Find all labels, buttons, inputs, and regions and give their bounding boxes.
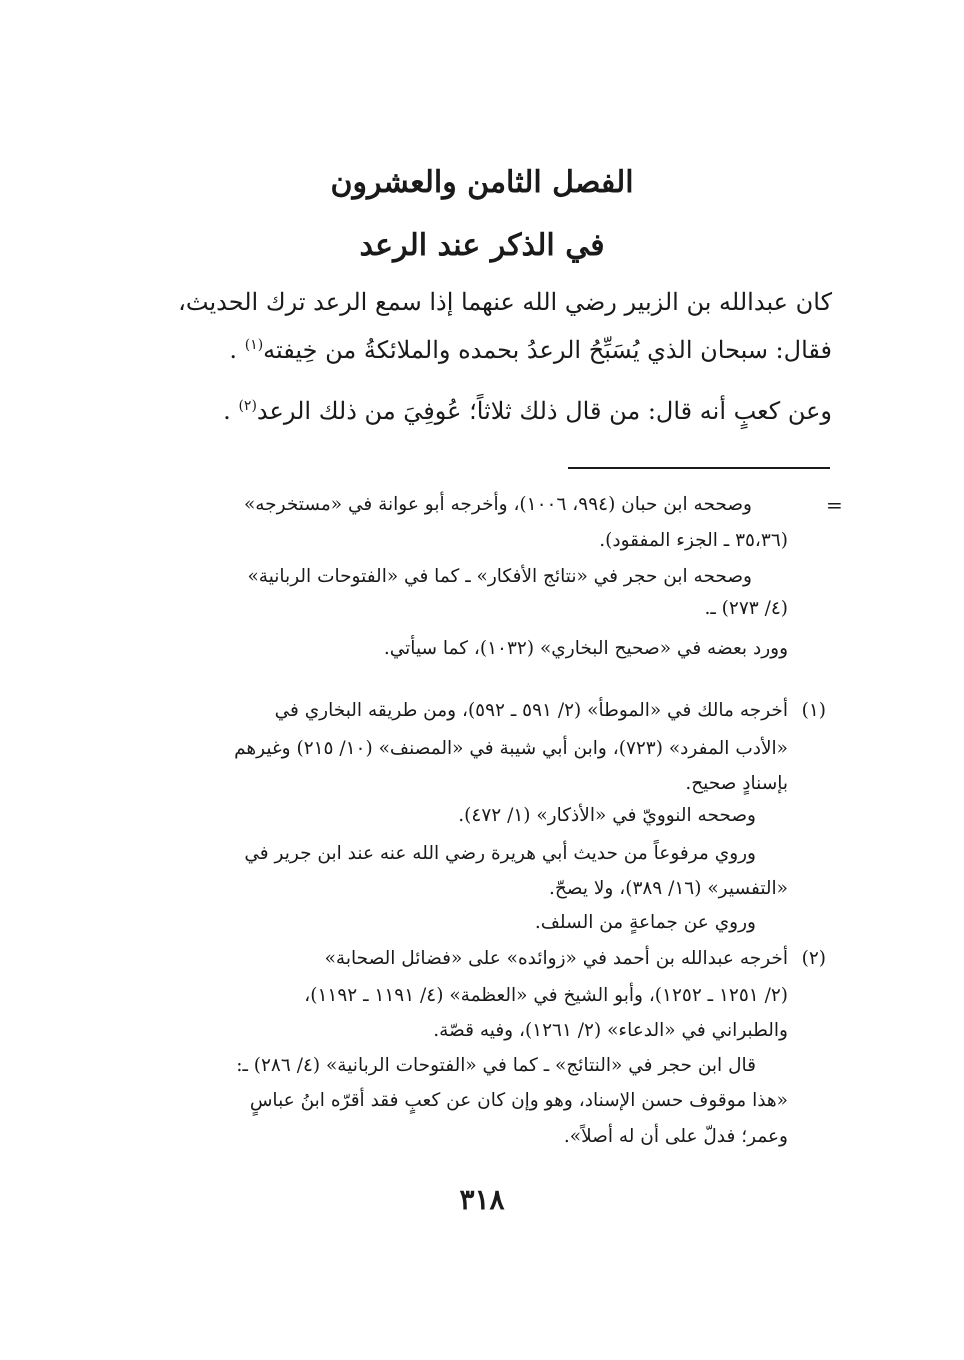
footnote-2-line: (٢/ ١٢٥١ ـ ١٢٥٢)، وأبو الشيخ في «العظمة» (٤/ ١١٩١ ـ ١١٩٢)، (304, 985, 788, 1006)
footnote-2-number: (٢) (801, 948, 826, 969)
footnote-separator (568, 467, 830, 469)
body-line-2: فقال: سبحان الذي يُسَبِّحُ الرعدُ بحمده والملائكةُ من خِيفته$^{(١)}$ . (229, 336, 832, 364)
footnote-ref-1[interactable]: (١) (244, 337, 264, 353)
carryover-line: وصححه ابن حجر في «نتائج الأفكار» ـ كما في «الفتوحات الربانية» (247, 566, 752, 587)
carryover-line: (٣٥،٣٦ ـ الجزء المفقود). (599, 530, 788, 551)
footnote-2-line: «هذا موقوف حسن الإسناد، وهو وإن كان عن كعبٍ فقد أقرّه ابنُ عباسٍ (249, 1090, 788, 1111)
footnote-1-line: وروي مرفوعاً من حديث أبي هريرة رضي الله عنه عند ابن جرير في (244, 843, 756, 864)
carryover-line: (٤/ ٢٧٣) ـ. (704, 598, 788, 619)
footnote-2-line: والطبراني في «الدعاء» (٢/ ١٢٦١)، وفيه قصّة. (433, 1020, 788, 1041)
chapter-title: الفصل الثامن والعشرون (330, 165, 634, 200)
continuation-mark: = (826, 493, 843, 517)
footnote-2-line: أخرجه عبدالله بن أحمد في «زوائده» على «فضائل الصحابة» (324, 948, 788, 969)
footnote-ref-2[interactable]: (٢) (238, 398, 257, 414)
body-line-1: كان عبدالله بن الزبير رضي الله عنهما إذا سمع الرعد ترك الحديث، (178, 288, 832, 316)
section-title: في الذكر عند الرعد (359, 228, 605, 263)
footnote-1-line: أخرجه مالك في «الموطأ» (٢/ ٥٩١ ـ ٥٩٢)، ومن طريقه البخاري في (274, 700, 788, 721)
footnote-2-line: وعمر؛ فدلّ على أن له أصلاً». (563, 1126, 788, 1147)
footnote-2-line: قال ابن حجر في «النتائج» ـ كما في «الفتوحات الربانية» (٤/ ٢٨٦) ـ: (236, 1055, 756, 1076)
footnote-1-line: «الأدب المفرد» (٧٢٣)، وابن أبي شيبة في «المصنف» (١٠/ ٢١٥) وغيرهم (234, 738, 788, 759)
carryover-line: وصححه ابن حبان (٩٩٤، ١٠٠٦)، وأخرجه أبو عوانة في «مستخرجه» (243, 494, 752, 515)
footnote-1-line: «التفسير» (١٦/ ٣٨٩)، ولا يصحّ. (548, 878, 788, 899)
footnote-1-number: (١) (801, 700, 826, 721)
page-number: ٣١٨ (459, 1183, 505, 1216)
body-line-3: وعن كعبٍ أنه قال: من قال ذلك ثلاثاً؛ عُوفِيَ من ذلك الرعد$^{(٢)}$ . (223, 397, 832, 425)
carryover-line: وورد بعضه في «صحيح البخاري» (١٠٣٢)، كما سيأتي. (383, 638, 788, 659)
footnote-1-line: وروي عن جماعةٍ من السلف. (534, 912, 756, 933)
footnote-1-line: بإسنادٍ صحيح. (685, 773, 788, 794)
footnote-1-line: وصححه النوويّ في «الأذكار» (١/ ٤٧٢). (458, 805, 756, 826)
